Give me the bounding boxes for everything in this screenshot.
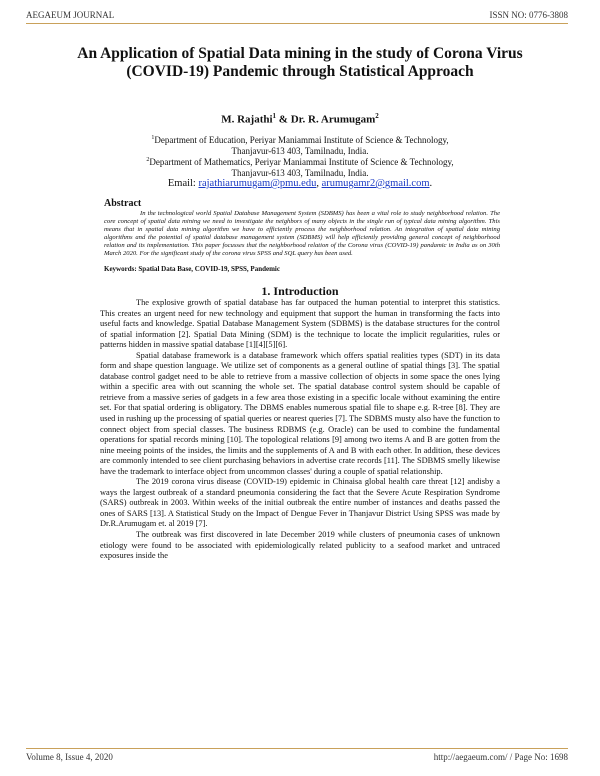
journal-url[interactable]: http://aegaeum.com/ — [433, 752, 508, 762]
journal-name: AEGAEUM JOURNAL — [26, 10, 115, 20]
author-1: M. Rajathi — [221, 113, 273, 126]
affiliation-1-line-2: Thanjavur-613 403, Tamilnadu, India. — [231, 146, 369, 156]
author-separator: & — [276, 113, 291, 126]
paragraph: The outbreak was first discovered in late December 2019 while clusters of pneumonia cases of unknown etiology were found to be associated with epidemiologically related publicity to a seafood market and untraced exposures inside the — [100, 530, 500, 561]
footer-separator: / — [507, 752, 515, 762]
email-separator: , — [316, 178, 322, 189]
paragraph: The explosive growth of spatial database has far outpaced the human potential to interpret this statistics. This creates an urgent need for new technology and equipment that support the human in transforming the facts into useful facts and knowledge. Spatial Database Management System (SDBMS) is the database structures for the control of spatial information [2]. Spatial Data Mining (SDM) is the technique to locate the implicit regularities, rules or patterns hidden in massive spatial database [1][4][5][6]. — [100, 298, 500, 350]
paragraph: Spatial database framework is a database framework which offers spatial realities types (SDT) in its data form and shape question language. We utilize set of components as a general outline of spatial things [3]. The spatial database control gadget need to be able to retrieve from a massive collection of objects in some space the ones lying within a specific area with out scanning the whole set. The spatial database control system should be capable of retrieve from a massive series of gadgets in a few area those existing in a specific locale without examining the entire set. For that spatial ordering is obligatory. The DBMS enables numerous spatial file to shape e.g. R-tree [8]. They are used in rushing up the processing of spatial queries or nearest queries [7]. The SDBMS musty also have the function to connect object from special classes. The business RDBMS (e.g. Oracle) can be used to combine the fundamental operations for spatial records mining [10]. The topological relations [9] among two items A and B are gotten from the nine meeing points of the insides, the limits and the supplements of A and B with each other. In addition, these devices are commonly intended to see client purchasing behaviors in advertise crate records [11]. The SDBMS smelly likewise have the trademark to interface object from uncommon classes' during a couple of spatial relationship. — [100, 350, 500, 476]
author-1-affiliation-mark: 1 — [272, 112, 277, 120]
abstract-heading: Abstract — [104, 198, 142, 209]
affiliation-2-line-2: Thanjavur-613 403, Tamilnadu, India. — [231, 168, 369, 178]
abstract-text: In the technological world Spatial Database Management System (SDBMS) has been a vital role to study neighborhood relation. The core concept of spatial data mining we need to investigate the neighbors of many objects in the single run of typical data mining algorithm. This means that in spatial data mining algorithm we have to efficiently process the neighborhood relation. An integration of spatial data mining algorithms and the potential of spatial database management system (SDBMS) will help efficiently providing general concept of neighborhood relation and its implementation. This paper focusses that the neighborhood relation of the Corona virus (COVID-19) pandamic in India as on 30th March 2020. For the significant study of the corona virus SPSS and SQL query has been used. — [104, 210, 500, 257]
affiliation-1-mark: 1 — [151, 135, 155, 141]
affiliation-2 — [60, 155, 540, 179]
introduction-body — [100, 298, 500, 562]
author-2-affiliation-mark: 2 — [375, 112, 379, 120]
keywords: Keywords: Spatial Data Base, COVID-19, SPSS, Pandemic — [104, 265, 280, 273]
affiliation-2-mark: 2 — [146, 157, 150, 163]
footer-divider — [26, 748, 568, 749]
section-heading: 1. Introduction — [261, 284, 339, 298]
email-link-1[interactable]: rajathiarumugam@pmu.edu — [198, 178, 317, 189]
affiliation-1-line-1: Department of Education, Periyar Maniammai Institute of Science & Technology, — [154, 135, 449, 145]
paragraph: The 2019 corona virus disease (COVID-19) epidemic in Chinaisa global health care threat [12] andisby a ways the largest outbreak of a standard pneumonia considering the fact that the Severe Acute Respiration Syndrome (SARS) outbreak in 2003. Within weeks of the initial outbreak the entire number of instances and deaths passed the ones of SARS [13]. A Statistical Study on the Impact of Dengue Fever in Thanjavur District Using SPSS was made by Dr.R.Arumugam et. al 2019 [7]. — [100, 477, 500, 529]
affiliation-2-line-1: Department of Mathematics, Periyar Maniammai Institute of Science & Technology, — [149, 157, 454, 167]
volume-issue: Volume 8, Issue 4, 2020 — [26, 752, 113, 762]
email-link-2[interactable]: arumugamr2@gmail.com — [321, 178, 430, 189]
header-divider — [26, 23, 568, 24]
page-number: Page No: 1698 — [514, 752, 568, 762]
email-line — [0, 178, 600, 189]
author-line — [0, 112, 600, 126]
issn-number: ISSN NO: 0776-3808 — [489, 10, 568, 20]
affiliation-1 — [60, 133, 540, 157]
author-2: Dr. R. Arumugam — [290, 113, 376, 126]
paper-title: An Application of Spatial Data mining in the study of Corona Virus (COVID-19) Pandemic through Statistical Approach — [77, 45, 523, 80]
email-label: Email: — [167, 178, 199, 189]
email-end: . — [429, 178, 433, 189]
footer-right — [434, 752, 568, 762]
